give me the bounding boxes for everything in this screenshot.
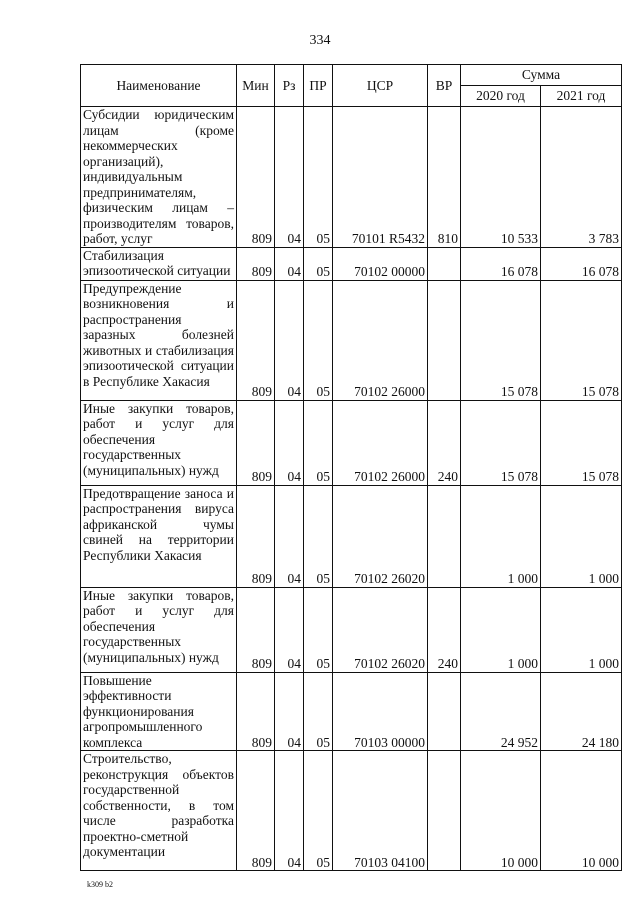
- row-sum-2021: 15 078: [541, 400, 622, 485]
- row-sum-2020: 24 952: [461, 672, 541, 751]
- row-pr: 05: [304, 587, 333, 672]
- row-csr: 70102 00000: [333, 247, 428, 280]
- table-row: [81, 751, 622, 871]
- row-pr: 05: [304, 280, 333, 400]
- row-name: Повышение эффективности функционирования агропромышленного комплекса: [81, 672, 237, 751]
- row-rz: 04: [275, 247, 304, 280]
- row-pr: 05: [304, 485, 333, 587]
- row-rz: 04: [275, 107, 304, 248]
- row-rz: 04: [275, 672, 304, 751]
- row-csr: 70102 26000: [333, 400, 428, 485]
- col-header-name: Наименование: [81, 65, 237, 107]
- row-vr: [428, 751, 461, 871]
- row-pr: 05: [304, 400, 333, 485]
- row-sum-2021: 1 000: [541, 587, 622, 672]
- table-row: [81, 107, 622, 248]
- row-sum-2021: 3 783: [541, 107, 622, 248]
- row-sum-2020: 15 078: [461, 400, 541, 485]
- footer-code: k309 b2: [87, 880, 113, 889]
- row-vr: [428, 280, 461, 400]
- col-header-2020: 2020 год: [461, 86, 541, 107]
- row-min: 809: [237, 751, 275, 871]
- row-vr: [428, 247, 461, 280]
- col-header-2021: 2021 год: [541, 86, 622, 107]
- row-pr: 05: [304, 247, 333, 280]
- row-name: Предотвращение заноса и распространения вируса африканской чумы свиней на территории Республики Хакасия: [81, 485, 237, 587]
- row-sum-2020: 16 078: [461, 247, 541, 280]
- row-name: Иные закупки товаров, работ и услуг для обеспечения государственных (муниципальных) нужд: [81, 400, 237, 485]
- row-name: Иные закупки товаров, работ и услуг для обеспечения государственных (муниципальных) нужд: [81, 587, 237, 672]
- row-csr: 70101 R5432: [333, 107, 428, 248]
- row-rz: 04: [275, 485, 304, 587]
- col-header-pr: ПР: [304, 65, 333, 107]
- row-vr: 810: [428, 107, 461, 248]
- row-sum-2021: 16 078: [541, 247, 622, 280]
- row-csr: 70103 00000: [333, 672, 428, 751]
- row-sum-2020: 10 533: [461, 107, 541, 248]
- row-min: 809: [237, 485, 275, 587]
- row-csr: 70103 04100: [333, 751, 428, 871]
- row-pr: 05: [304, 107, 333, 248]
- row-sum-2021: 10 000: [541, 751, 622, 871]
- row-rz: 04: [275, 587, 304, 672]
- row-name: Субсидии юридическим лицам (кроме некоммерческих организаций), индивидуальным предпринимателям, физическим лицам – производителям товаров, работ, услуг: [81, 107, 237, 248]
- table-row: [81, 280, 622, 400]
- table-row: [81, 400, 622, 485]
- row-min: 809: [237, 107, 275, 248]
- col-header-csr: ЦСР: [333, 65, 428, 107]
- row-csr: 70102 26020: [333, 485, 428, 587]
- row-rz: 04: [275, 280, 304, 400]
- row-vr: 240: [428, 587, 461, 672]
- row-pr: 05: [304, 751, 333, 871]
- table-row: [81, 672, 622, 751]
- table-row: [81, 247, 622, 280]
- row-sum-2020: 1 000: [461, 485, 541, 587]
- row-csr: 70102 26020: [333, 587, 428, 672]
- row-csr: 70102 26000: [333, 280, 428, 400]
- row-min: 809: [237, 247, 275, 280]
- row-name: Строительство, реконструкция объектов государственной собственности, в том числе разработка проектно-сметной документации: [81, 751, 237, 871]
- col-header-sum: Сумма: [461, 65, 622, 86]
- row-sum-2021: 24 180: [541, 672, 622, 751]
- row-name: Стабилизация эпизоотической ситуации: [81, 247, 237, 280]
- row-sum-2020: 15 078: [461, 280, 541, 400]
- table-row: [81, 485, 622, 587]
- page-number: 334: [309, 33, 331, 48]
- row-min: 809: [237, 587, 275, 672]
- col-header-min: Мин: [237, 65, 275, 107]
- header-row: [81, 65, 622, 86]
- row-vr: [428, 485, 461, 587]
- budget-table: [80, 64, 622, 871]
- col-header-vr: ВР: [428, 65, 461, 107]
- col-header-rz: Рз: [275, 65, 304, 107]
- row-rz: 04: [275, 400, 304, 485]
- row-vr: [428, 672, 461, 751]
- row-sum-2020: 10 000: [461, 751, 541, 871]
- row-name: Предупреждение возникновения и распространения заразных болезней животных и стабилизация эпизоотической ситуации в Республике Хакасия: [81, 280, 237, 400]
- row-vr: 240: [428, 400, 461, 485]
- row-rz: 04: [275, 751, 304, 871]
- row-min: 809: [237, 280, 275, 400]
- row-sum-2021: 1 000: [541, 485, 622, 587]
- table-row: [81, 587, 622, 672]
- row-min: 809: [237, 400, 275, 485]
- row-min: 809: [237, 672, 275, 751]
- row-sum-2020: 1 000: [461, 587, 541, 672]
- row-pr: 05: [304, 672, 333, 751]
- row-sum-2021: 15 078: [541, 280, 622, 400]
